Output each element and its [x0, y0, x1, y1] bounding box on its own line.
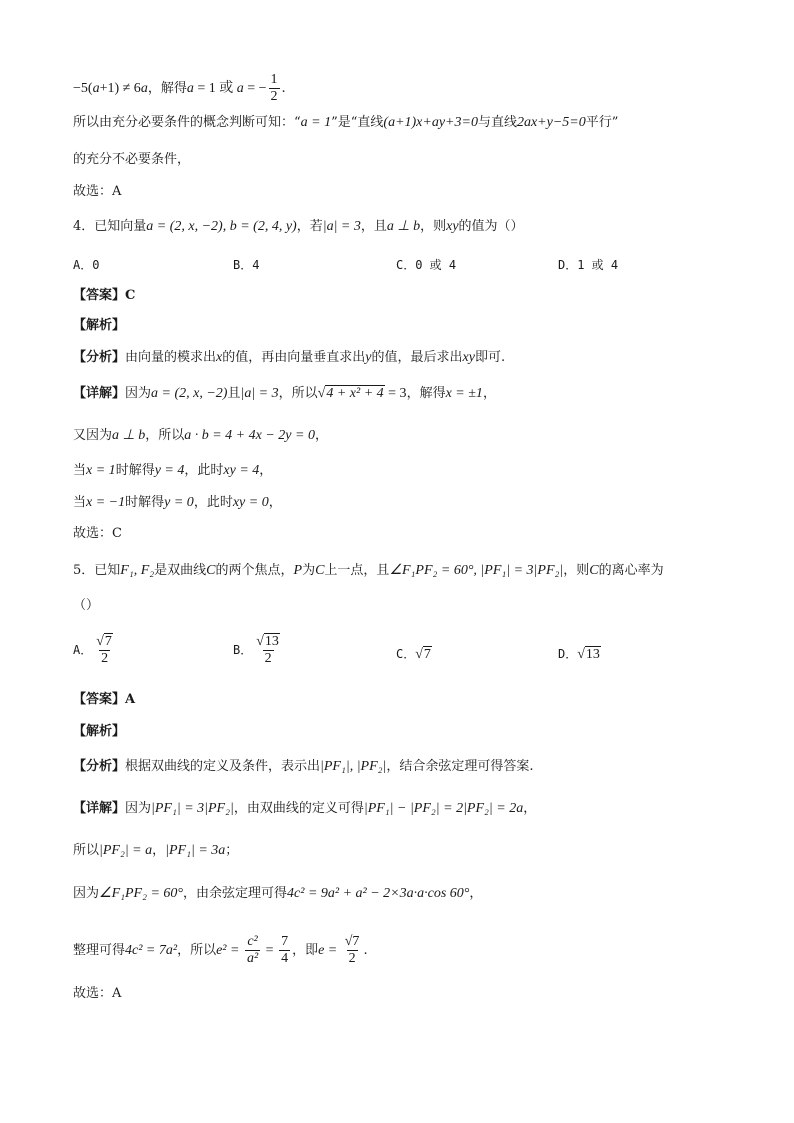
line-2: [73, 114, 618, 132]
denominator: 4: [281, 951, 289, 966]
denominator: 2: [348, 951, 356, 966]
q4-option-d: D．1 或 4: [558, 258, 619, 272]
text: 因为: [125, 386, 152, 401]
math: C: [589, 563, 599, 578]
question-5-paren: （）: [73, 598, 100, 613]
q5-option-c: [396, 645, 432, 663]
detail-5: [73, 800, 536, 818]
math: xy: [462, 350, 475, 365]
text: ；: [225, 843, 239, 858]
line-21: 故选：A: [73, 986, 122, 1001]
text: 是双曲线: [154, 563, 207, 578]
q4-option-b: B．4: [233, 258, 260, 272]
text: ，解得: [147, 81, 187, 96]
line-18: [73, 842, 238, 860]
text: 当: [73, 463, 87, 478]
text: ，: [268, 495, 282, 510]
text: 由向量的模求出: [125, 350, 217, 365]
text: 的值，最后求出: [371, 350, 463, 365]
math: ∠F₁PF₂ = 60°: [99, 886, 184, 901]
line-20: [73, 934, 368, 967]
label: 【详解】: [73, 801, 126, 816]
text: 即可.: [474, 350, 506, 365]
text: 4．已知向量: [73, 219, 147, 234]
denominator: 2: [264, 651, 272, 666]
denominator: 2: [270, 89, 278, 104]
option-label: A．: [73, 643, 93, 657]
text: ，所以: [145, 428, 185, 443]
text: 的离心率为: [598, 563, 664, 578]
text: ，结合余弦定理可得答案.: [386, 759, 534, 774]
math: C: [315, 563, 325, 578]
answer-4: 【答案】C: [73, 288, 136, 303]
detail-4: [73, 385, 496, 403]
text: −5(: [73, 81, 93, 96]
q4-option-c: C．0 或 4: [396, 258, 457, 272]
math: y = 4: [154, 463, 185, 478]
fraction: [245, 934, 260, 967]
math: a ⊥ b: [386, 219, 421, 234]
option-label: C．: [396, 647, 416, 661]
line-4: 故选：A: [73, 184, 122, 199]
line-12: 故选：C: [73, 526, 122, 541]
radicand: 7: [104, 634, 112, 649]
radicand: 13: [264, 634, 279, 649]
text: 平行”: [585, 115, 619, 130]
q4-option-a: A．0: [73, 258, 100, 272]
text: 整理可得: [73, 943, 126, 958]
text: 时解得: [125, 495, 165, 510]
fraction: [343, 934, 362, 967]
math: C: [206, 563, 216, 578]
analysis-heading-4: 【解析】: [73, 318, 126, 333]
radicand: 7: [423, 647, 431, 662]
text: ，则: [563, 563, 590, 578]
denominator: 2: [101, 651, 109, 666]
text: 上一点，且: [324, 563, 390, 578]
math: F₁, F₂: [120, 563, 155, 578]
line-10: [73, 462, 272, 480]
text: = 1 或: [193, 81, 237, 96]
analysis-4: [73, 349, 505, 367]
analysis-5: [73, 758, 534, 776]
math: |PF₁| − |PF₂| = 2|PF₂| = 2a: [363, 801, 524, 816]
text: 根据双曲线的定义及条件，表示出: [125, 759, 321, 774]
text: ，此时: [193, 495, 233, 510]
math: 2ax+y−5=0: [516, 115, 586, 130]
text: 为: [302, 563, 316, 578]
math: |PF₁|, |PF₂|: [320, 759, 387, 774]
math: (a+1)x+ay+3=0: [383, 115, 478, 130]
line-3: 的充分不必要条件，: [73, 152, 191, 167]
radicand: 4 + x² + 4: [326, 386, 384, 401]
text: +1) ≠ 6: [99, 81, 141, 96]
math: |PF₂| = a: [99, 843, 153, 858]
math: e =: [318, 943, 341, 958]
text: 因为: [125, 801, 152, 816]
text: 所以: [73, 843, 100, 858]
line-1: [73, 72, 286, 105]
text: 的值为（）: [458, 219, 524, 234]
math: a: [186, 81, 194, 96]
math: a = 1: [300, 115, 332, 130]
option-label: D．: [558, 647, 578, 661]
text: 因为: [73, 886, 100, 901]
math: xy = 4: [223, 463, 260, 478]
q5-option-b: [233, 634, 284, 667]
text: ，: [259, 463, 273, 478]
math: |PF₁| = 3|PF₂|: [151, 801, 234, 816]
text: ，: [523, 801, 537, 816]
sqrt: √13: [577, 647, 600, 662]
text: ，由双曲线的定义可得: [233, 801, 364, 816]
text: 与直线: [477, 115, 517, 130]
math: x = ±1: [445, 386, 483, 401]
math: a: [140, 81, 148, 96]
text: ，即: [292, 943, 319, 958]
text: 且: [227, 386, 241, 401]
math: x = −1: [86, 495, 126, 510]
text: ，: [482, 386, 496, 401]
fraction: [279, 934, 290, 967]
math: |PF₁| = 3a: [165, 843, 226, 858]
fraction: [254, 634, 282, 667]
label: 【详解】: [73, 386, 126, 401]
text: .: [281, 81, 286, 96]
text: ，: [469, 886, 483, 901]
math: ∠F₁PF₂ = 60°, |PF₁| = 3|PF₂|: [389, 563, 564, 578]
math: = 3: [384, 386, 407, 401]
text: ，: [314, 428, 328, 443]
q5-option-d: [558, 645, 601, 663]
text: ，解得: [406, 386, 446, 401]
text: 的值，再由向量垂直求出: [222, 350, 366, 365]
text: ，则: [420, 219, 447, 234]
math: a: [92, 81, 100, 96]
math: x = 1: [86, 463, 116, 478]
math: a = (2, x, −2): [151, 386, 228, 401]
math: a = (2, x, −2), b = (2, 4, y): [146, 219, 297, 234]
sqrt: √7: [415, 647, 431, 662]
text: 当: [73, 495, 87, 510]
question-4: [73, 218, 524, 236]
q5-option-a: [73, 634, 117, 667]
numerator: c²: [247, 934, 258, 949]
math: |a| = 3: [240, 386, 279, 401]
numerator: 7: [281, 934, 289, 949]
text: 的两个焦点，: [215, 563, 294, 578]
math: |a| = 3: [322, 219, 361, 234]
sqrt: √4 + x² + 4: [317, 386, 384, 401]
text: ，所以: [177, 943, 217, 958]
text: ，所以: [278, 386, 318, 401]
option-label: B．: [233, 643, 253, 657]
math: a · b = 4 + 4x − 2y = 0: [184, 428, 315, 443]
line-9: [73, 427, 328, 445]
text: ”是“直线: [331, 115, 384, 130]
denominator: a²: [246, 951, 259, 966]
math: P: [293, 563, 303, 578]
math: 4c² = 9a² + a² − 2×3a·a·cos 60°: [287, 886, 470, 901]
text: 5．已知: [73, 563, 121, 578]
label: 【分析】: [73, 759, 126, 774]
sqrt: √13: [256, 634, 279, 649]
fraction: [94, 634, 115, 667]
text: .: [363, 943, 368, 958]
text: ，且: [360, 219, 387, 234]
sqrt: √7: [96, 634, 112, 649]
fraction: [269, 72, 280, 105]
text: ，若: [296, 219, 323, 234]
math: y: [365, 350, 372, 365]
text: ，: [152, 843, 166, 858]
text: ，此时: [184, 463, 224, 478]
math: xy = 0: [232, 495, 269, 510]
text: ，由余弦定理可得: [183, 886, 288, 901]
text: 又因为: [73, 428, 113, 443]
line-19: [73, 885, 482, 903]
analysis-heading-5: 【解析】: [73, 724, 126, 739]
question-5: [73, 562, 664, 580]
math: xy: [446, 219, 459, 234]
answer-5: 【答案】A: [73, 692, 136, 707]
line-11: [73, 494, 282, 512]
text: 时解得: [115, 463, 155, 478]
math: =: [262, 943, 278, 958]
math: e² =: [216, 943, 243, 958]
text: = −: [243, 81, 267, 96]
math: a ⊥ b: [112, 428, 146, 443]
math: x: [216, 350, 223, 365]
numerator: 1: [270, 72, 278, 87]
math: 4c² = 7a²: [125, 943, 178, 958]
text: 所以由充分必要条件的概念判断可知：“: [73, 115, 301, 130]
radicand: 13: [585, 647, 600, 662]
math: y = 0: [164, 495, 194, 510]
numerator: √7: [344, 934, 360, 949]
label: 【分析】: [73, 350, 126, 365]
math: a: [236, 81, 244, 96]
